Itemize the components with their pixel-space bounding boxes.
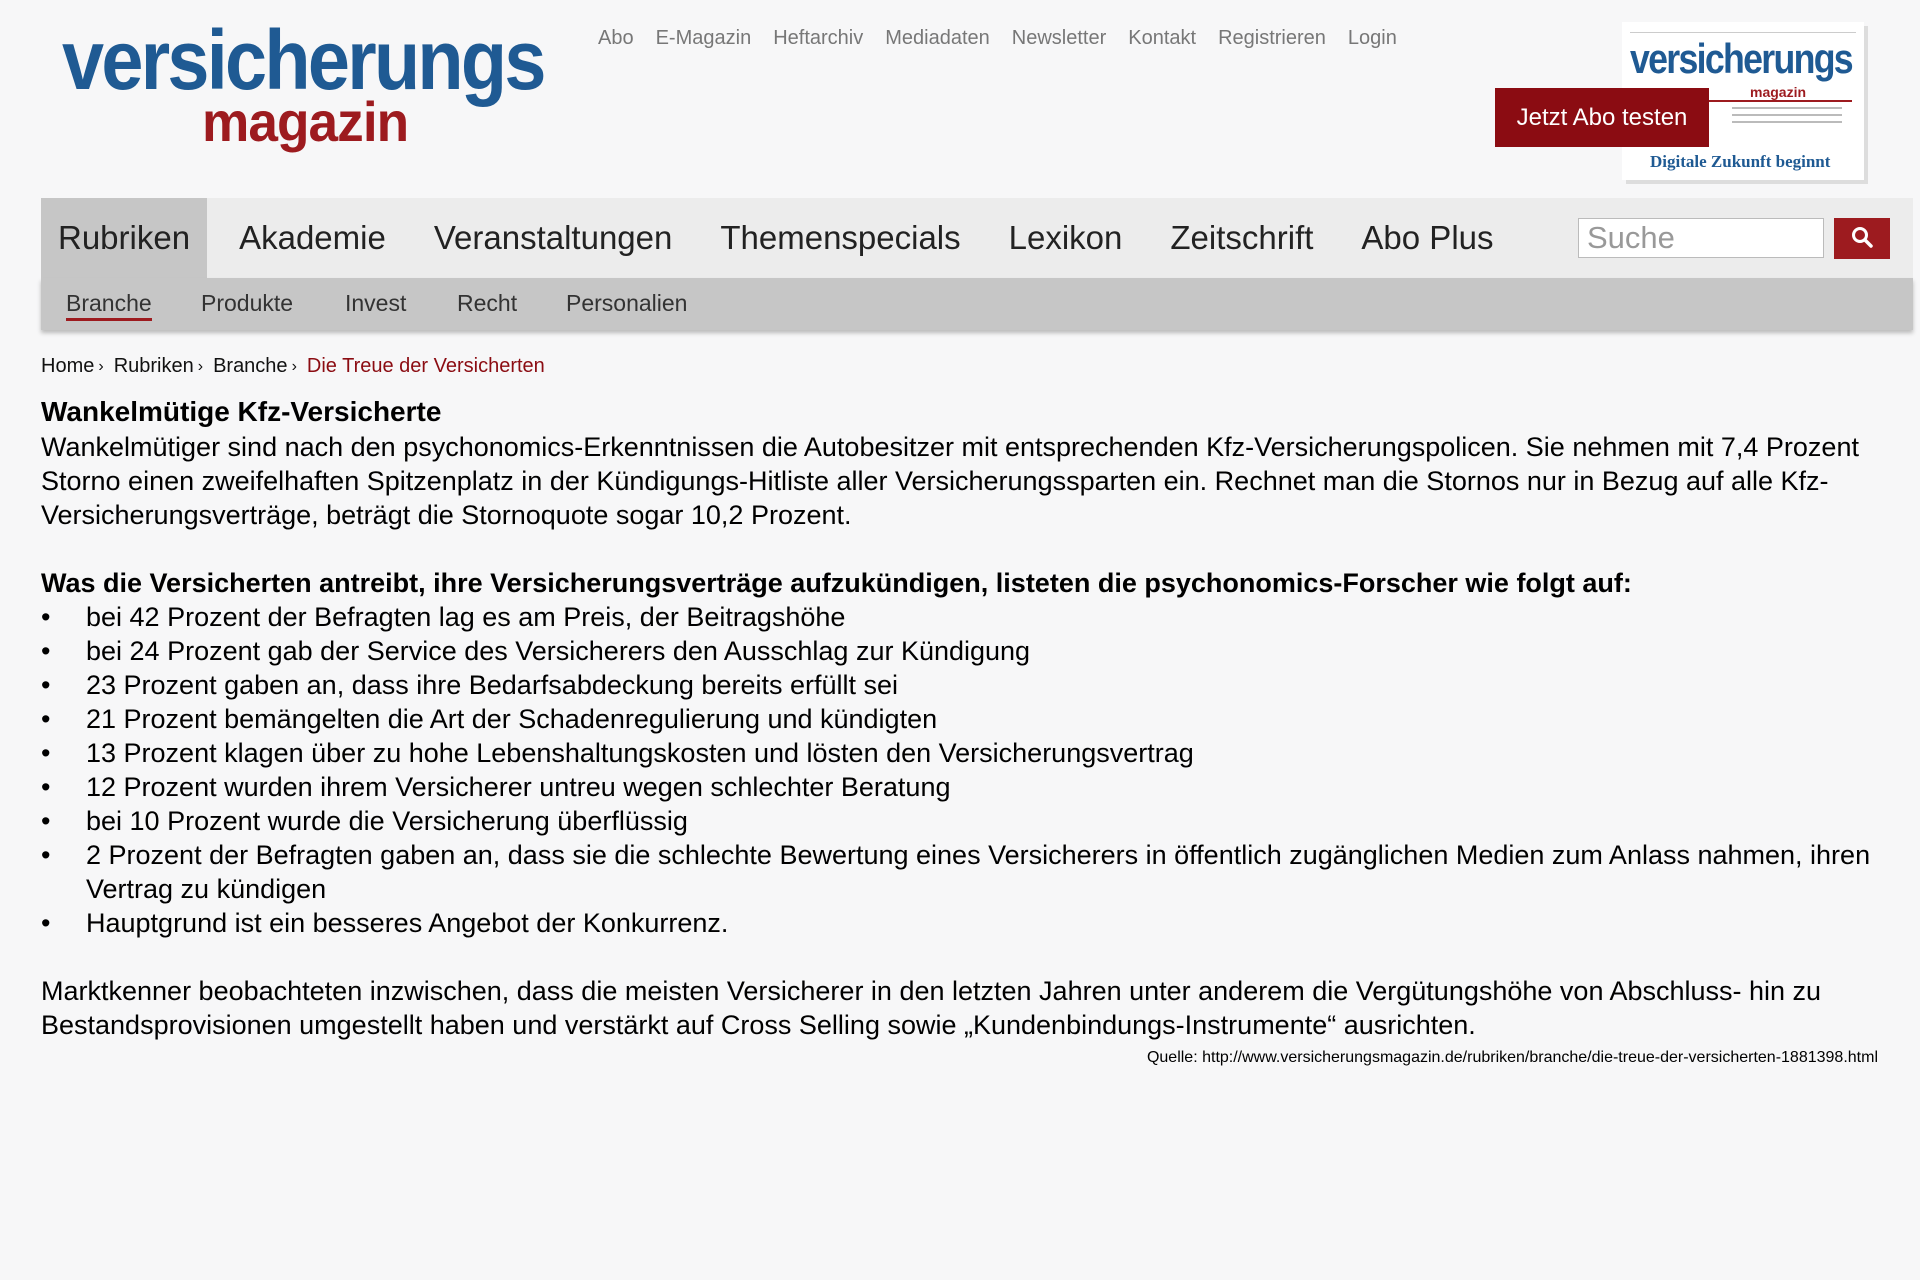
subnav-personalien[interactable]: Personalien bbox=[566, 290, 688, 316]
reasons-list bbox=[41, 600, 1881, 940]
topnav-mediadaten[interactable]: Mediadaten bbox=[885, 27, 990, 49]
list-item: • bei 10 Prozent wurde die Versicherung überflüssig bbox=[41, 806, 688, 836]
article-body bbox=[41, 394, 1881, 1042]
breadcrumb-home[interactable]: Home bbox=[41, 355, 95, 377]
mainnav-zeitschrift[interactable]: Zeitschrift bbox=[1170, 219, 1314, 256]
list-item: • 23 Prozent gaben an, dass ihre Bedarfsabdeckung bereits erfüllt sei bbox=[41, 670, 899, 700]
breadcrumb-branche[interactable]: Branche bbox=[213, 355, 288, 377]
subnav-invest[interactable]: Invest bbox=[345, 290, 407, 316]
list-item: • bei 24 Prozent gab der Service des Versicherers den Ausschlag zur Kündigung bbox=[41, 636, 1031, 666]
topnav-kontakt[interactable]: Kontakt bbox=[1128, 27, 1197, 49]
list-item: • 13 Prozent klagen über zu hohe Lebenshaltungskosten und lösten den Versicherungsvertrag bbox=[41, 738, 1194, 768]
chevron-right-icon: › bbox=[291, 357, 297, 375]
chevron-right-icon: › bbox=[98, 357, 104, 375]
cover-magazin: magazin bbox=[1750, 84, 1807, 100]
search-icon bbox=[1850, 225, 1874, 249]
breadcrumb-current: Die Treue der Versicherten bbox=[306, 355, 545, 377]
cover-title: versicherungs bbox=[1630, 35, 1852, 82]
top-navigation bbox=[598, 27, 1397, 50]
article-heading: Wankelmütige Kfz-Versicherte bbox=[41, 396, 442, 427]
topnav-newsletter[interactable]: Newsletter bbox=[1011, 27, 1107, 49]
mainnav-akademie[interactable]: Akademie bbox=[239, 219, 386, 256]
mainnav-rubriken[interactable]: Rubriken bbox=[41, 198, 207, 278]
subnav-recht[interactable]: Recht bbox=[457, 290, 518, 316]
subnav-branche[interactable]: Branche bbox=[66, 290, 152, 321]
cover-header-line bbox=[1630, 26, 1856, 33]
cover-subtitle: Digitale Zukunft beginnt bbox=[1650, 152, 1831, 171]
list-item: • 12 Prozent wurden ihrem Versicherer untreu wegen schlechter Beratung bbox=[41, 772, 951, 802]
list-item: • 2 Prozent der Befragten gaben an, dass sie die schlechte Bewertung eines Versicherers in öffentlich zugänglichen Medien zum Anlass nahmen, ihren Vertrag zu kündigen bbox=[41, 840, 1871, 904]
breadcrumb-rubriken[interactable]: Rubriken bbox=[113, 355, 194, 377]
abo-test-button[interactable]: Jetzt Abo testen bbox=[1495, 88, 1709, 147]
logo-line1: versicherungs bbox=[62, 13, 544, 107]
article-closing: Marktkenner beobachteten inzwischen, dass die meisten Versicherer in den letzten Jahren unter anderem die Vergütungshöhe von Abschluss- hin zu Bestandsprovisionen umgestellt haben und verstärkt auf Cross Selling sowie „Kundenbindungs-Instrumente“ ausrichten. bbox=[41, 976, 1822, 1040]
article-question: Was die Versicherten antreibt, ihre Versicherungsverträge aufzukündigen, listeten die psychonomics-Forscher wie folgt auf: bbox=[41, 568, 1632, 598]
topnav-abo[interactable]: Abo bbox=[598, 27, 634, 49]
mainnav-themenspecials[interactable]: Themenspecials bbox=[720, 219, 961, 256]
topnav-heftarchiv[interactable]: Heftarchiv bbox=[773, 27, 864, 49]
topnav-login[interactable]: Login bbox=[1347, 27, 1397, 49]
list-item: • bei 42 Prozent der Befragten lag es am Preis, der Beitragshöhe bbox=[41, 602, 846, 632]
list-item: • Hauptgrund ist ein besseres Angebot der Konkurrenz. bbox=[41, 908, 729, 938]
topnav-registrieren[interactable]: Registrieren bbox=[1218, 27, 1326, 49]
list-item: • 21 Prozent bemängelten die Art der Schadenregulierung und kündigten bbox=[41, 704, 938, 734]
site-logo[interactable] bbox=[62, 13, 597, 153]
mainnav-abo-plus[interactable]: Abo Plus bbox=[1361, 219, 1494, 256]
search-input[interactable]: Suche bbox=[1578, 218, 1824, 258]
sub-navigation bbox=[41, 278, 1913, 330]
logo-line2: magazin bbox=[202, 90, 409, 153]
breadcrumb bbox=[41, 355, 545, 378]
chevron-right-icon: › bbox=[197, 357, 204, 375]
mainnav-veranstaltungen[interactable]: Veranstaltungen bbox=[433, 219, 673, 256]
source-citation: Quelle: http://www.versicherungsmagazin.de/rubriken/branche/die-treue-der-versicherten-1881398.html bbox=[1146, 1049, 1878, 1066]
subnav-produkte[interactable]: Produkte bbox=[201, 290, 294, 316]
topnav-e-magazin[interactable]: E-Magazin bbox=[655, 27, 752, 49]
article-intro: Wankelmütiger sind nach den psychonomics-Erkenntnissen die Autobesitzer mit entsprechenden Kfz-Versicherungspolicen. Sie nehmen mit 7,4 Prozent Storno einen zweifelhaften Spitzenplatz in der Kündigungs-Hitliste aller Versicherungssparten ein. Rechnet man die Stornos nur in Bezug auf alle Kfz-Versicherungsverträge, beträgt die Stornoquote sogar 10,2 Prozent. bbox=[41, 432, 1859, 530]
search-button[interactable] bbox=[1834, 218, 1890, 259]
mainnav-lexikon[interactable]: Lexikon bbox=[1008, 219, 1123, 256]
